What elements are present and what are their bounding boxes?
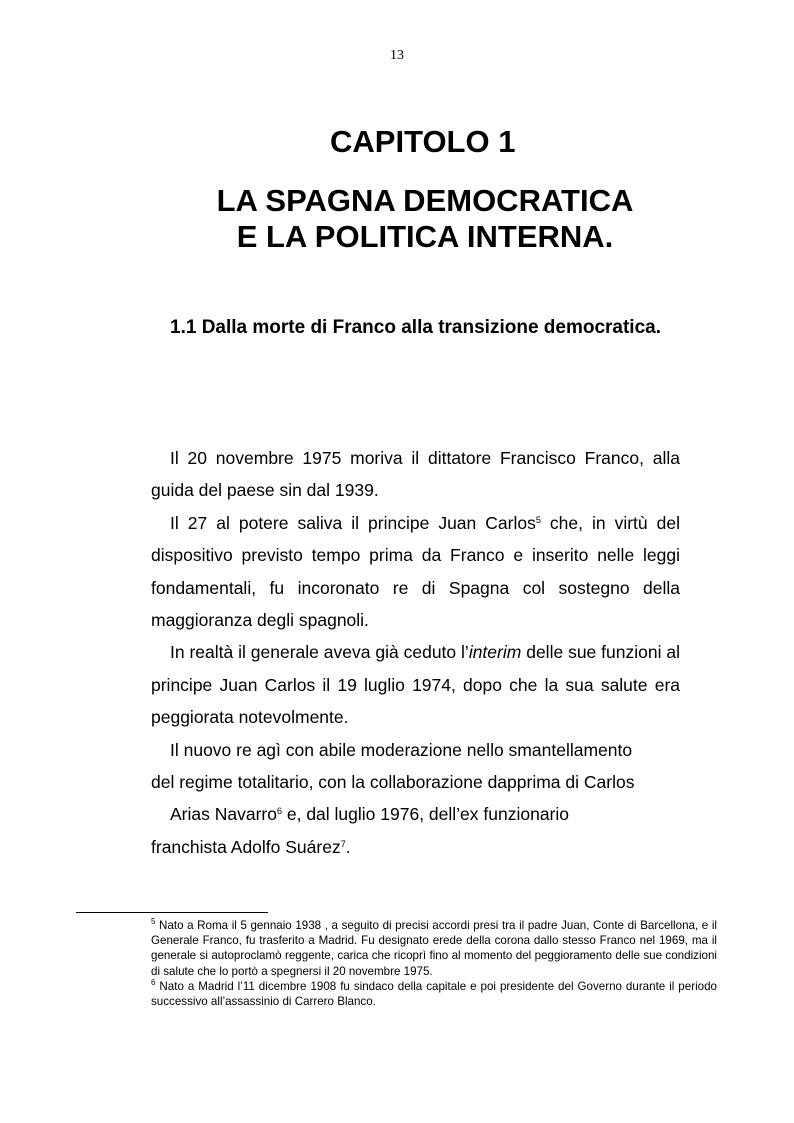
chapter-title-line-2: E LA POLITICA INTERNA. xyxy=(236,219,614,254)
footnote-5 xyxy=(151,918,717,979)
paragraph-3-text-start: In realtà il generale aveva già ceduto l’ xyxy=(170,642,469,663)
paragraph-4-line-4 xyxy=(151,831,680,863)
paragraph-4-line-4-start: franchista Adolfo Suárez xyxy=(151,836,341,857)
paragraph-3-italic: interim xyxy=(468,642,522,663)
paragraph-2-text-end: che, in virtù del dispositivo previsto tempo prima da Franco e inserito nelle leggi fondamentali, fu incoronato re di Spagna col sostegno della maggioranza degli spagnoli. xyxy=(151,512,681,631)
page-number: 13 xyxy=(390,48,404,63)
footnote-ref-5: 5 xyxy=(535,514,541,525)
section-heading: 1.1 Dalla morte di Franco alla transizione democratica. xyxy=(170,317,662,338)
footnote-ref-6: 6 xyxy=(276,806,282,817)
paragraph-4-line-2: del regime totalitario, con la collaborazione dapprima di Carlos xyxy=(151,772,635,793)
footnote-6 xyxy=(151,979,717,1009)
footnote-divider xyxy=(76,912,268,913)
paragraph-4-line-3-start: Arias Navarro xyxy=(170,804,277,825)
chapter-title xyxy=(180,183,670,255)
footnote-5-text: Nato a Roma il 5 gennaio 1938 , a seguito di precisi accordi presi tra il padre Juan, Conte di Barcellona, e il Generale Franco, fu trasferito a Madrid. Fu designato erede della corona dallo stesso Franco nel 1969, ma il generale si autoproclamò reggente, carica che ricoprì fino al momento del peggioramento delle sue condizioni di salute che lo portò a spegnersi il 20 novembre 1975. xyxy=(151,919,717,978)
footnote-ref-7: 7 xyxy=(340,838,346,849)
paragraph-2 xyxy=(151,507,680,637)
footnote-5-number: 5 xyxy=(151,917,156,926)
paragraph-3 xyxy=(151,636,680,733)
chapter-label: CAPITOLO 1 xyxy=(330,124,516,159)
paragraph-1: Il 20 novembre 1975 moriva il dittatore Francisco Franco, alla guida del paese sin dal 1939. xyxy=(151,448,680,501)
body-text xyxy=(151,442,680,863)
paragraph-4-line-4-end: . xyxy=(345,836,351,857)
footnote-6-number: 6 xyxy=(151,977,156,987)
paragraph-3-text-end: delle sue funzioni al principe Juan Carlos il 19 luglio 1974, dopo che la sua salute era peggiorata notevolmente. xyxy=(151,642,680,728)
chapter-title-line-1: LA SPAGNA DEMOCRATICA xyxy=(216,183,634,218)
paragraph-4-line-3 xyxy=(151,798,680,830)
paragraph-2-text-start: Il 27 al potere saliva il principe Juan Carlos xyxy=(170,512,536,533)
footnote-6-text: Nato a Madrid l’11 dicembre 1908 fu sindaco della capitale e poi presidente del Governo durante il periodo successivo all’assassinio di Carrero Blanco. xyxy=(151,979,717,1009)
paragraph-4-line-3-end: e, dal luglio 1976, dell’ex funzionario xyxy=(282,804,569,825)
paragraph-4-line-1: Il nuovo re agì con abile moderazione nello smantellamento xyxy=(170,739,633,760)
footnotes xyxy=(151,918,717,1009)
